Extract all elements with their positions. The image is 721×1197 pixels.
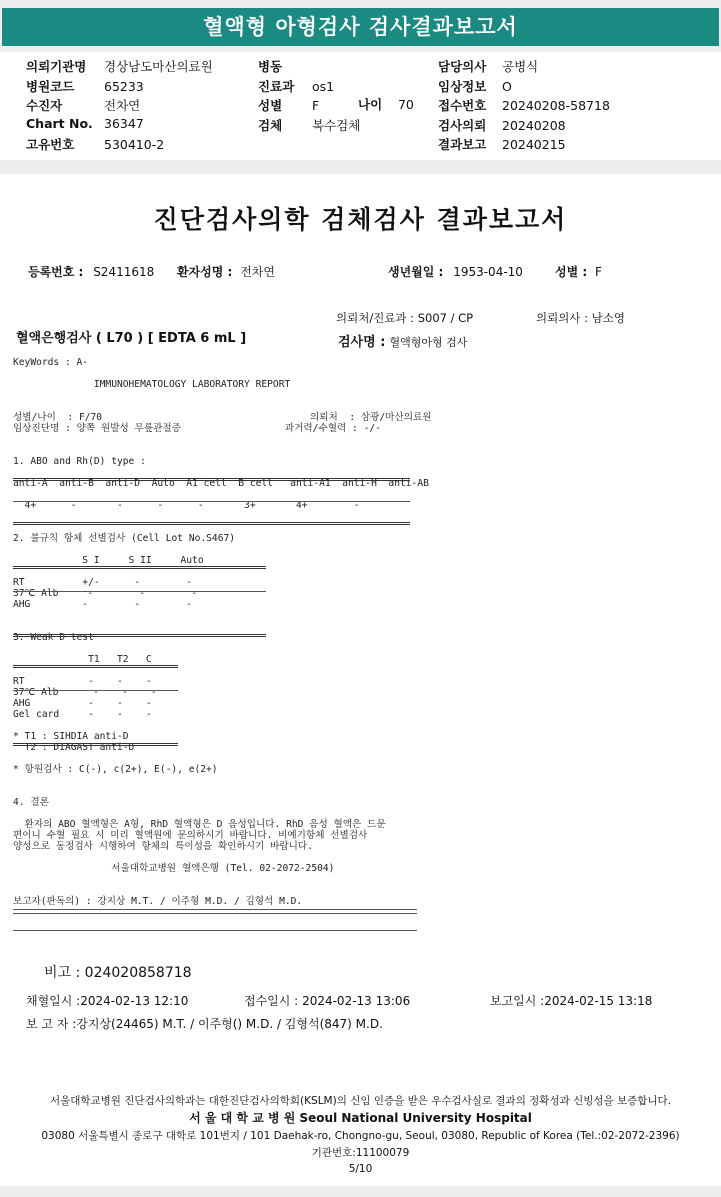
header-field-value: 20240215 <box>502 137 566 152</box>
header-field <box>258 96 319 114</box>
header-field <box>26 77 144 95</box>
report-title-bar: 혈액형 아형검사 검사결과보고서 <box>2 8 719 46</box>
report-line: S I S II Auto <box>13 555 204 566</box>
header-field-label: 병원코드 <box>26 78 75 94</box>
header-field <box>438 116 566 134</box>
reporter <box>26 1015 383 1032</box>
report-line: 편이니 수혈 필요 시 미리 혈액원에 문의하시기 바랍니다. 비예기항체 선별검사 <box>13 830 368 841</box>
header-field-value: 경상남도마산의료원 <box>104 59 213 74</box>
patient-name-label: 환자성명 : <box>177 265 233 279</box>
header-age-value: 70 <box>397 97 414 112</box>
certification-statement: 서울대학교병원 진단검사의학과는 대한진단검사의학회(KSLM)의 신임 인증을 받은 우수검사실로 결과의 정확성과 신빙성을 보증합니다. <box>49 1095 672 1107</box>
header-field-value: 20240208 <box>502 117 566 133</box>
header-field <box>26 116 144 131</box>
receipt-label: 접수일시 : <box>244 994 299 1008</box>
report-line: RT - - - <box>13 676 152 687</box>
referring-doctor: 의뢰의사 : 남소영 <box>536 311 625 325</box>
report-line: IMMUNOHEMATOLOGY LABORATORY REPORT <box>13 379 291 390</box>
collection-value: 2024-02-13 12:10 <box>80 994 189 1008</box>
rule-line <box>13 743 178 746</box>
collection-datetime <box>26 992 188 1009</box>
header-field-label: 고유번호 <box>26 137 75 152</box>
section-separator <box>0 160 721 174</box>
header-field-value: 20240208-58718 <box>502 98 610 113</box>
header-field-label: 검체 <box>258 117 283 133</box>
report-line: 1. ABO and Rh(D) type : <box>13 456 146 467</box>
rule-line <box>13 665 178 668</box>
report-line: 환자의 ABO 혈액형은 A형, RhD 혈액형은 D 음성입니다. RhD 음성 혈액은 드문 <box>13 819 386 830</box>
sex-value: F <box>595 265 602 279</box>
rule-line <box>13 930 417 931</box>
test-name-label: 검사명 : <box>338 335 386 350</box>
date-of-birth <box>388 263 523 280</box>
report-line <box>13 775 432 786</box>
rule-line <box>13 566 266 569</box>
header-field-value: 530410-2 <box>104 137 165 152</box>
bottom-band <box>0 1186 721 1197</box>
rule-line <box>13 478 410 481</box>
note-value: 024020858718 <box>84 965 192 981</box>
patient-name-value: 전차연 <box>240 265 275 279</box>
report-line: T1 T2 C <box>13 654 152 665</box>
rule-line <box>13 909 417 910</box>
rule-line <box>13 690 178 691</box>
header-field-value: 복수검체 <box>312 117 361 133</box>
report-line: 성별/나이 : F/70 의뢰처 : 삼광/마산의료원 <box>13 412 432 423</box>
rule-line <box>13 501 410 502</box>
report-line: 양성으로 동정검사 시행하여 항체의 특이성을 확인하시기 바랍니다. <box>13 841 313 852</box>
report-line <box>13 720 432 731</box>
header-field <box>26 135 164 153</box>
report-line <box>13 434 432 445</box>
report-line <box>13 885 432 896</box>
header-field <box>258 57 312 75</box>
report-line: 3. Weak D test <box>13 632 94 643</box>
receipt-value: 2024-02-13 13:06 <box>302 994 411 1008</box>
patient-name <box>177 263 275 280</box>
header-field-label: 결과보고 <box>438 137 487 152</box>
header-field <box>258 116 360 134</box>
report-date-label: 보고일시 : <box>490 994 545 1008</box>
reporter-label: 보 고 자 : <box>26 1017 77 1031</box>
report-line: 37℃ Alb - - - <box>13 588 198 599</box>
report-line: 보고자(판독의) : 강지상 M.T. / 이주형 M.D. / 김형석 M.D. <box>13 896 303 907</box>
header-field-value: 전차연 <box>104 98 141 113</box>
header-field-label: 검사의뢰 <box>438 117 487 133</box>
header-field-label: 의뢰기관명 <box>26 59 87 74</box>
header-field-value: O <box>502 78 512 94</box>
report-line: Gel card - - - <box>13 709 152 720</box>
immunohematology-report-body <box>13 357 432 907</box>
report-line: AHG - - - <box>13 599 193 610</box>
header-field-label: 성별 <box>258 98 283 113</box>
rule-line <box>13 634 266 637</box>
report-datetime <box>490 992 652 1009</box>
report-line <box>13 467 432 478</box>
registration-number <box>28 263 154 280</box>
report-line <box>13 610 432 621</box>
registration-label: 등록번호 : <box>28 265 84 279</box>
referring-department: 의뢰처/진료과 : S007 / CP <box>336 311 474 325</box>
report-line: 서울대학교병원 혈액은행 (Tel. 02-2072-2504) <box>13 863 335 874</box>
header-age <box>358 95 414 113</box>
report-line <box>13 390 432 401</box>
report-line: 임상진단명 : 양쪽 원발성 무릎관절증 과거력/수혈력 : -/- <box>13 423 381 434</box>
report-line <box>13 874 432 885</box>
page-number: 5/10 <box>348 1163 373 1175</box>
reporter-value: 강지상(24465) M.T. / 이주형() M.D. / 김형석(847) M.D. <box>76 1017 383 1031</box>
report-line <box>13 786 432 797</box>
sex-label: 성별 : <box>555 265 588 279</box>
header-field-label: 임상정보 <box>438 78 487 94</box>
report-line: 4. 결론 <box>13 797 49 808</box>
header-field-value: 65233 <box>104 78 144 94</box>
header-field <box>26 57 213 75</box>
header-field <box>438 57 538 75</box>
report-line <box>13 808 432 819</box>
report-line <box>13 489 432 500</box>
report-line: RT +/- - - <box>13 577 193 588</box>
note <box>44 962 192 982</box>
header-field <box>258 77 334 95</box>
report-line: 4+ - - - - 3+ 4+ - <box>13 500 360 511</box>
report-line: KeyWords : A- <box>13 357 89 368</box>
report-line <box>13 368 432 379</box>
report-date-value: 2024-02-15 13:18 <box>544 994 653 1008</box>
header-field-label: 수진자 <box>26 98 63 113</box>
rule-line <box>13 913 417 914</box>
report-line: 2. 불규칙 항체 선별검사 (Cell Lot No.S467) <box>13 533 236 544</box>
receipt-datetime <box>244 992 410 1009</box>
rule-line <box>13 522 410 525</box>
hospital-name: 서 울 대 학 교 병 원 Seoul National University Hospital <box>189 1111 532 1125</box>
header-field-value: os1 <box>312 78 335 94</box>
header-field-label: 접수번호 <box>438 98 487 113</box>
header-field-value: 36347 <box>104 115 144 131</box>
header-field <box>438 96 610 114</box>
collection-label: 채혈일시 : <box>26 994 81 1008</box>
report-line <box>13 643 432 654</box>
header-field <box>26 96 140 114</box>
header-field-value: F <box>312 98 320 113</box>
report-line <box>13 621 432 632</box>
report-line: anti-A anti-B anti-D Auto A1 cell B cell anti-A1 anti-H anti-AB <box>13 478 429 489</box>
test-name-value: 혈액형아형 검사 <box>389 336 468 349</box>
report-line: AHG - - - <box>13 698 152 709</box>
institution-number: 기관번호:11100079 <box>311 1147 410 1159</box>
hospital-address: 03080 서울특별시 종로구 대학로 101번지 / 101 Daehak-ro, Chongno-gu, Seoul, 03080, Republic of Korea (Tel.:02-2072-2396) <box>41 1130 680 1142</box>
report-line: * 항원검사 : C(-), c(2+), E(-), e(2+) <box>13 764 218 775</box>
patient-sex <box>555 263 602 280</box>
test-group: 혈액은행검사 ( L70 ) [ EDTA 6 mL ] <box>16 331 247 346</box>
rule-line <box>13 591 266 592</box>
header-field <box>438 77 512 95</box>
test-name <box>338 331 467 350</box>
registration-value: S2411618 <box>93 265 155 279</box>
report-line <box>13 401 432 412</box>
report-line: T2 : DIAGAST anti-D <box>13 742 135 753</box>
dob-label: 생년월일 : <box>388 265 444 279</box>
report-line <box>13 852 432 863</box>
report-main-title: 진단검사의학 검체검사 결과보고서 <box>153 205 568 234</box>
header-field-label: Chart No. <box>26 115 93 131</box>
header-field <box>438 135 566 153</box>
header-field-label: 병동 <box>258 59 283 74</box>
header-field-label: 진료과 <box>258 78 295 94</box>
dob-value: 1953-04-10 <box>453 265 523 279</box>
report-line <box>13 445 432 456</box>
header-field-value: 공병식 <box>502 59 539 74</box>
report-line: * T1 : SIHDIA anti-D <box>13 731 129 742</box>
header-age-label: 나이 <box>358 97 383 112</box>
header-field-label: 담당의사 <box>438 59 487 74</box>
report-line <box>13 511 432 522</box>
report-line <box>13 753 432 764</box>
note-label: 비고 : <box>44 965 81 981</box>
report-line: 37℃ Alb - - - <box>13 687 157 698</box>
report-line <box>13 544 432 555</box>
